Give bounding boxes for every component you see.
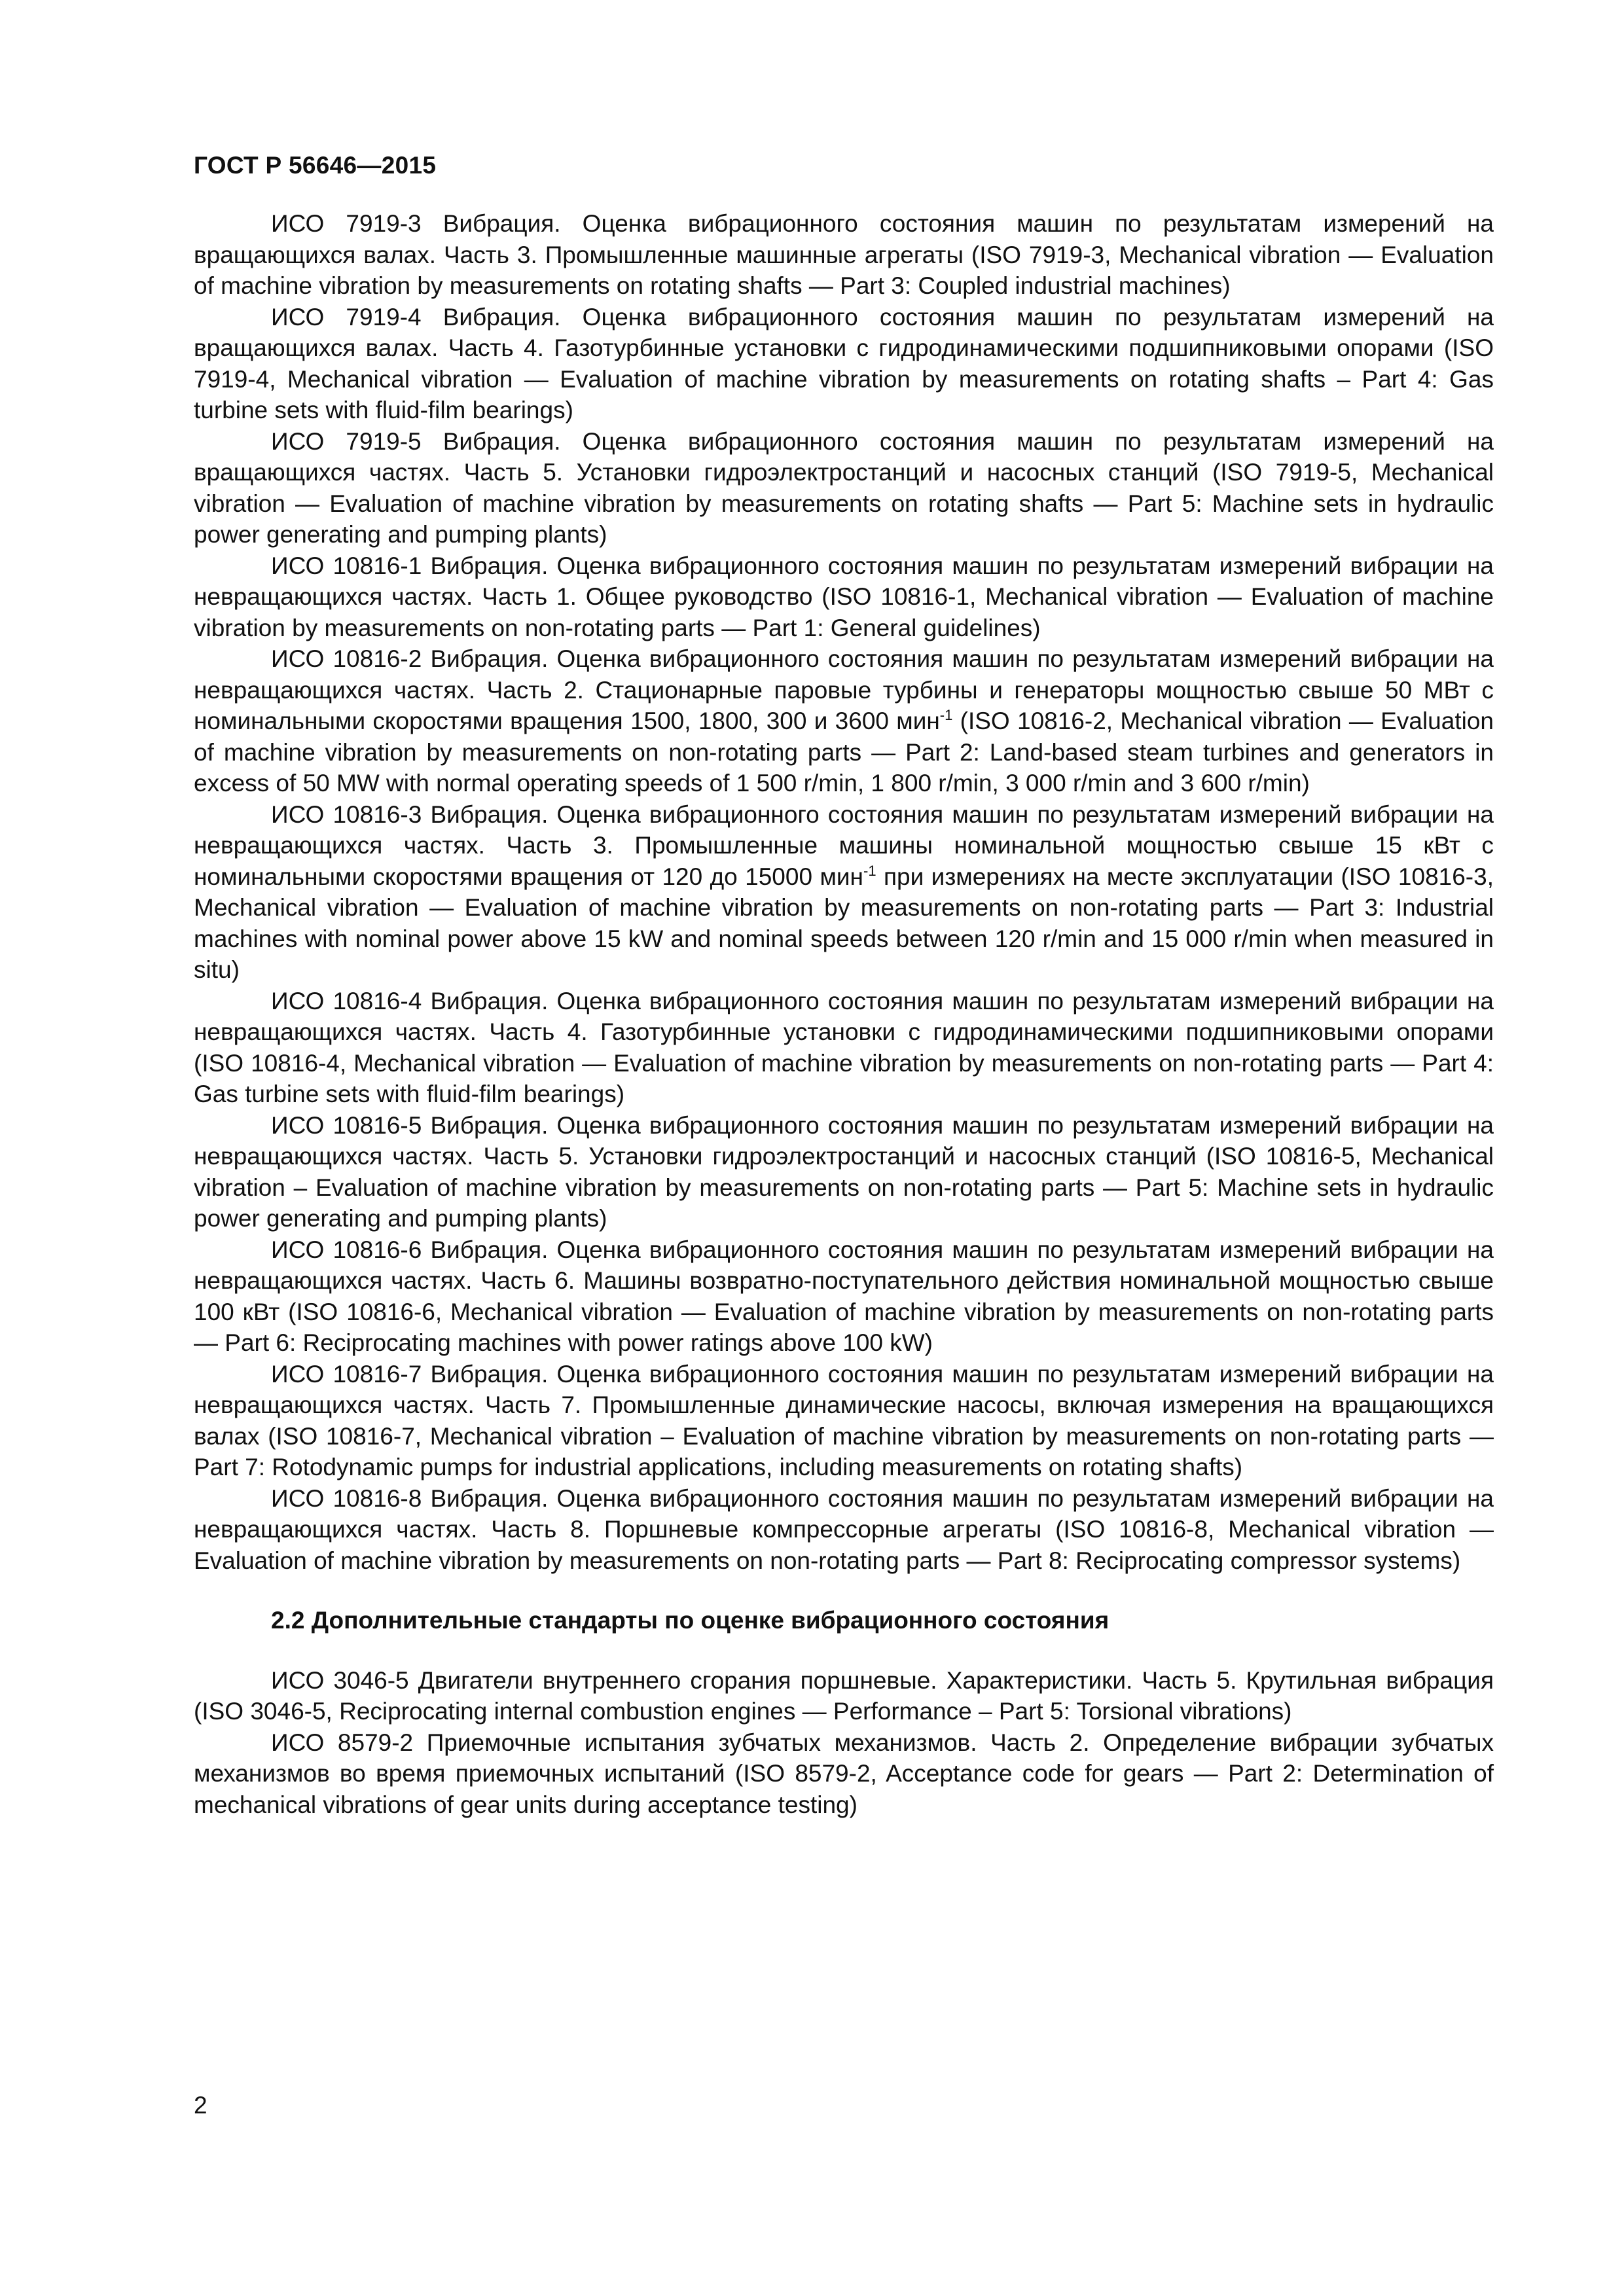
reference-iso-10816-8: ИСО 10816-8 Вибрация. Оценка вибрационного состояния машин по результатам измерений вибрации на невращающихся частях. Часть 8. Поршневые компрессорные агрегаты (ISO 10816-8, Mechanical vibration — Evaluation of machine vibration by measurements on non-rotating parts — Part 8: Reciprocating compressor systems) — [194, 1484, 1494, 1574]
reference-text-end: (ISO 10816-2, Mechanical vibration — Evaluation of machine vibration by measurements on non-rotating parts — Part 2: Land-based steam turbines and generators in excess of 50 MW with normal operating speeds of 1 500 r/min, 1 800 r/min, 3 000 r/min and 3 600 r/min) — [194, 708, 1494, 797]
reference-iso-10816-2 — [194, 643, 1494, 799]
reference-iso-3046-5: ИСО 3046-5 Двигатели внутреннего сгорания поршневые. Характеристики. Часть 5. Крутильная вибрация (ISO 3046-5, Reciprocating internal combustion engines — Performance – Part 5: Torsional vibrations) — [194, 1666, 1494, 1725]
reference-iso-7919-3: ИСО 7919-3 Вибрация. Оценка вибрационного состояния машин по результатам измерений на вращающихся валах. Часть 3. Промышленные машинные агрегаты (ISO 7919-3, Mechanical vibration — Evaluation of machine vibration by measurements on rotating shafts — Part 3: Coupled industrial machines) — [194, 210, 1494, 299]
reference-iso-10816-4: ИСО 10816-4 Вибрация. Оценка вибрационного состояния машин по результатам измерений вибрации на невращающихся частях. Часть 4. Газотурбинные установки с гидродинамическими подшипниковыми опорами (ISO 10816-4, Mechanical vibration — Evaluation of machine vibration by measurements on non-rotating parts — Part 4: Gas turbine sets with fluid-film bearings) — [194, 987, 1494, 1107]
reference-iso-10816-3 — [194, 799, 1494, 986]
reference-text-start: ИСО 10816-2 Вибрация. Оценка вибрационного состояния машин по результатам измерений вибрации на невращающихся частях. Часть 2. Стационарные паровые турбины и генераторы мощностью свыше 50 МВт с номинальными скоростями вращения 1500, 1800, 300 и 3600 мин — [194, 645, 1494, 734]
reference-text-start: ИСО 10816-3 Вибрация. Оценка вибрационного состояния машин по результатам измерений вибрации на невращающихся частях. Часть 3. Промышленные машины номинальной мощностью свыше 15 кВт с номинальными скоростями вращения от 120 до 15000 мин — [194, 800, 1494, 890]
reference-iso-10816-5: ИСО 10816-5 Вибрация. Оценка вибрационного состояния машин по результатам измерений вибрации на невращающихся частях. Часть 5. Установки гидроэлектростанций и насосных станций (ISO 10816-5, Mechanical vibration – Evaluation of machine vibration by measurements on non-rotating parts — Part 5: Machine sets in hydraulic power generating and pumping plants) — [194, 1111, 1494, 1232]
reference-iso-10816-7: ИСО 10816-7 Вибрация. Оценка вибрационного состояния машин по результатам измерений вибрации на невращающихся частях. Часть 7. Промышленные динамические насосы, включая измерения на вращающихся валах (ISO 10816-7, Mechanical vibration – Evaluation of machine vibration by measurements on non-rotating parts — Part 7: Rotodynamic pumps for industrial applications, including measurements on rotating shafts) — [194, 1360, 1494, 1480]
reference-iso-7919-4: ИСО 7919-4 Вибрация. Оценка вибрационного состояния машин по результатам измерений на вращающихся валах. Часть 4. Газотурбинные установки с гидродинамическими подшипниковыми опорами (ISO 7919-4, Mechanical vibration — Evaluation of machine vibration by measurements on rotating shafts – Part 4: Gas turbine sets with fluid-film bearings) — [194, 303, 1494, 423]
superscript-exponent: -1 — [939, 707, 953, 723]
reference-iso-7919-5: ИСО 7919-5 Вибрация. Оценка вибрационного состояния машин по результатам измерений на вращающихся частях. Часть 5. Установки гидроэлектростанций и насосных станций (ISO 7919-5, Mechanical vibration — Evaluation of machine vibration by measurements on rotating shafts — Part 5: Machine sets in hydraulic power generating and pumping plants) — [194, 427, 1494, 548]
section-heading-2-2: 2.2 Дополнительные стандарты по оценке вибрационного состояния — [271, 1607, 1110, 1634]
document-code-header: ГОСТ Р 56646—2015 — [194, 152, 437, 179]
document-body — [194, 208, 1494, 1820]
reference-iso-10816-1: ИСО 10816-1 Вибрация. Оценка вибрационного состояния машин по результатам измерений вибрации на невращающихся частях. Часть 1. Общее руководство (ISO 10816-1, Mechanical vibration — Evaluation of machine vibration by measurements on non-rotating parts — Part 1: General guidelines) — [194, 552, 1494, 641]
reference-text-end: при измерениях на месте эксплуатации (ISO 10816-3, Mechanical vibration — Evaluation of machine vibration by measurements on non-rotating parts — Part 3: Industrial machines with nominal power above 15 kW and nominal speeds between 120 r/min and 15 000 r/min when measured in situ) — [194, 863, 1494, 983]
page-number: 2 — [194, 2092, 208, 2119]
reference-iso-8579-2: ИСО 8579-2 Приемочные испытания зубчатых механизмов. Часть 2. Определение вибрации зубчатых механизмов во время приемочных испытаний (ISO 8579-2, Acceptance code for gears — Part 2: Determination of mechanical vibrations of gear units during acceptance testing) — [194, 1729, 1494, 1818]
superscript-exponent: -1 — [863, 862, 876, 879]
reference-iso-10816-6: ИСО 10816-6 Вибрация. Оценка вибрационного состояния машин по результатам измерений вибрации на невращающихся частях. Часть 6. Машины возвратно-поступательного действия номинальной мощностью свыше 100 кВт (ISO 10816-6, Mechanical vibration — Evaluation of machine vibration by measurements on non-rotating parts — Part 6: Reciprocating machines with power ratings above 100 kW) — [194, 1236, 1494, 1356]
